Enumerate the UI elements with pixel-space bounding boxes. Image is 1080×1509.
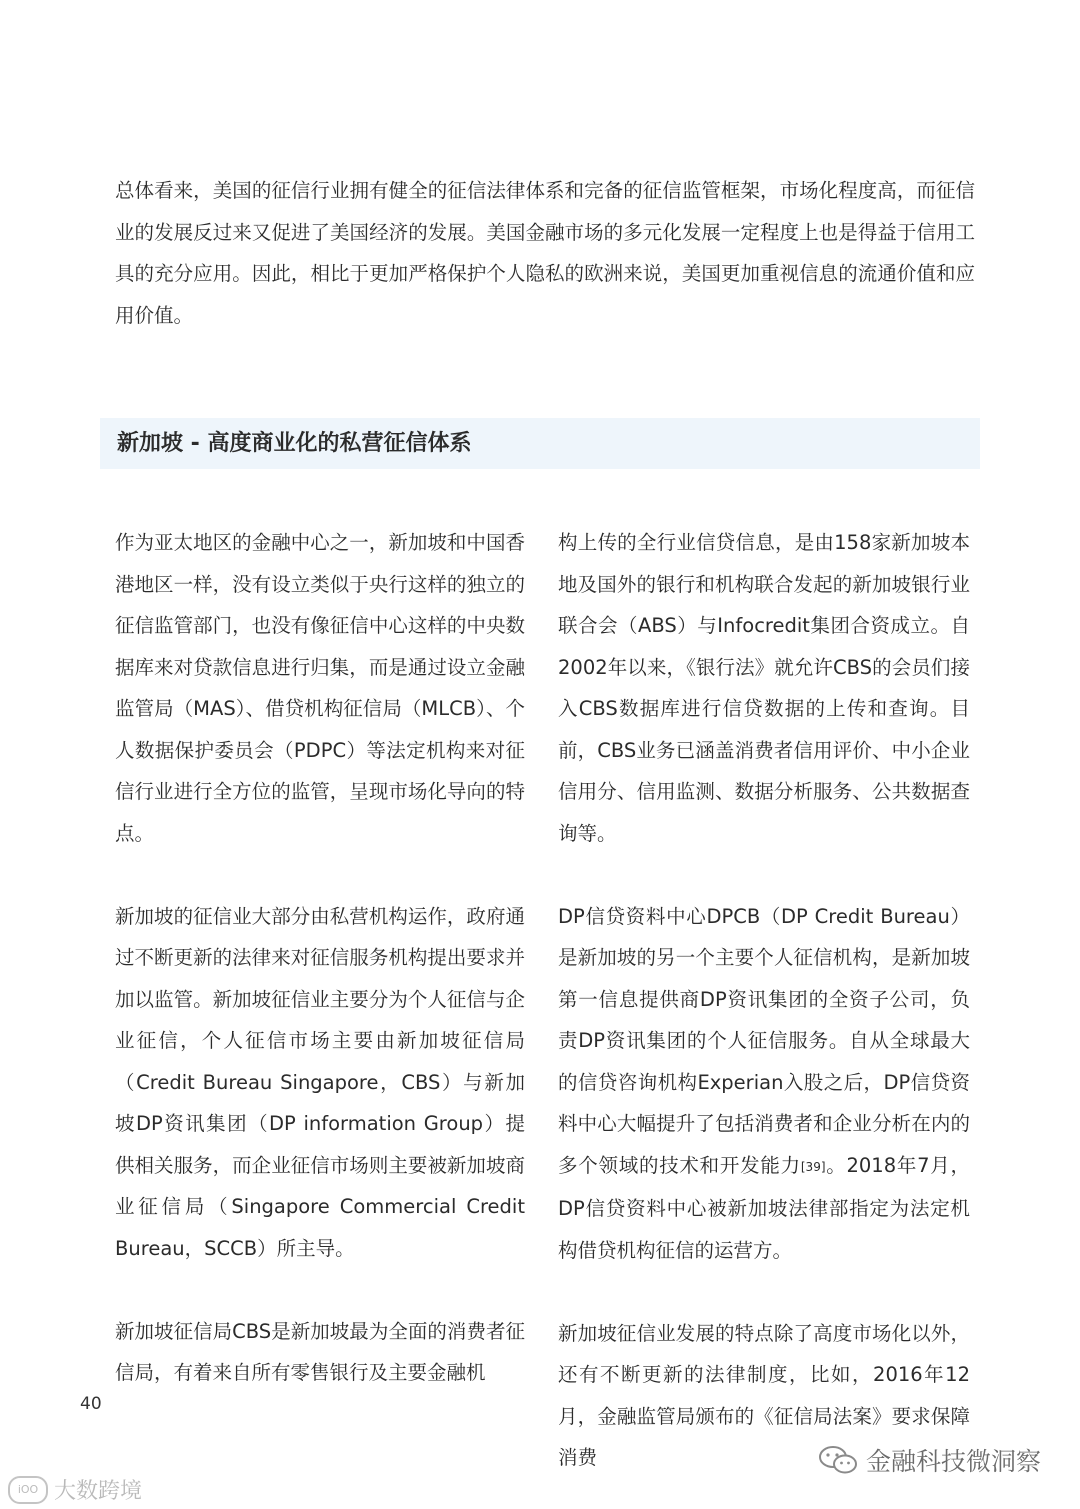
section-title: 新加坡 - 高度商业化的私营征信体系 [117, 431, 472, 456]
paragraph [558, 896, 970, 1272]
paragraph: 新加坡的征信业大部分由私营机构运作，政府通过不断更新的法律来对征信服务机构提出要求并加以监管。新加坡征信业主要分为个人征信与企业征信，个人征信市场主要由新加坡征信局（Credit Bureau Singapore，CBS）与新加坡DP资讯集团（DP information Group）提供相关服务，而企业征信市场则主要被新加坡商业征信局（Singapore Commercial Credit Bureau，SCCB）所主导。 [115, 904, 525, 1260]
paragraph: 构上传的全行业信贷信息，是由158家新加坡本地及国外的银行和机构联合发起的新加坡银行业联合会（ABS）与Infocredit集团合资成立。自2002年以来，《银行法》就允许CBS的会员们接入CBS数据库进行信贷数据的上传和查询。目前，CBS业务已涵盖消费者信用评价、中小企业信用分、信用监测、数据分析服务、公共数据查询等。 [558, 531, 970, 845]
paragraph: 作为亚太地区的金融中心之一，新加坡和中国香港地区一样，没有设立类似于央行这样的独立的征信监管部门，也没有像征信中心这样的中央数据库来对贷款信息进行归集，而是通过设立金融监管局（MAS）、借贷机构征信局（MLCB）、个人数据保护委员会（PDPC）等法定机构来对征信行业进行全方位的监管，呈现市场化导向的特点。 [115, 531, 525, 845]
watermark-left [8, 1474, 142, 1505]
citation-marker: [39] [800, 1159, 826, 1174]
watermark-right-text: 金融科技微洞察 [866, 1447, 1042, 1476]
right-column [558, 522, 970, 1479]
paragraph: 新加坡征信局CBS是新加坡最为全面的消费者征信局，有着来自所有零售银行及主要金融机 [115, 1319, 525, 1384]
left-column [115, 522, 525, 1394]
paragraph-text: DP信贷资料中心DPCB（DP Credit Bureau）是新加坡的另一个主要个人征信机构，是新加坡第一信息提供商DP资讯集团的全资子公司，负责DP资讯集团的个人征信服务。自从全球最大的信贷咨询机构Experian入股之后，DP信贷资料中心大幅提升了包括消费者和企业分析在内的多个领域的技术和开发能力 [558, 904, 970, 1177]
watermark-right [818, 1442, 1041, 1478]
wechat-icon [818, 1444, 858, 1476]
intro-paragraph: 总体看来，美国的征信行业拥有健全的征信法律体系和完备的征信监管框架，市场化程度高，而征信业的发展反过来又促进了美国经济的发展。美国金融市场的多元化发展一定程度上也是得益于信用工具的充分应用。因此，相比于更加严格保护个人隐私的欧洲来说，美国更加重视信息的流通价值和应用价值。 [115, 179, 975, 327]
section-header [100, 418, 980, 469]
paragraph: 新加坡征信业发展的特点除了高度市场化以外，还有不断更新的法律制度，比如，2016年12月，金融监管局颁布的《征信局法案》要求保障消费 [558, 1321, 970, 1469]
watermark-left-text: 大数跨境 [54, 1479, 143, 1504]
brand-logo-icon: iOO [8, 1476, 48, 1504]
page-number: 40 [80, 1394, 102, 1414]
paragraph-text: 。2018年7月，DP信贷资料中心被新加坡法律部指定为法定机构借贷机构征信的运营方。 [558, 1153, 970, 1262]
